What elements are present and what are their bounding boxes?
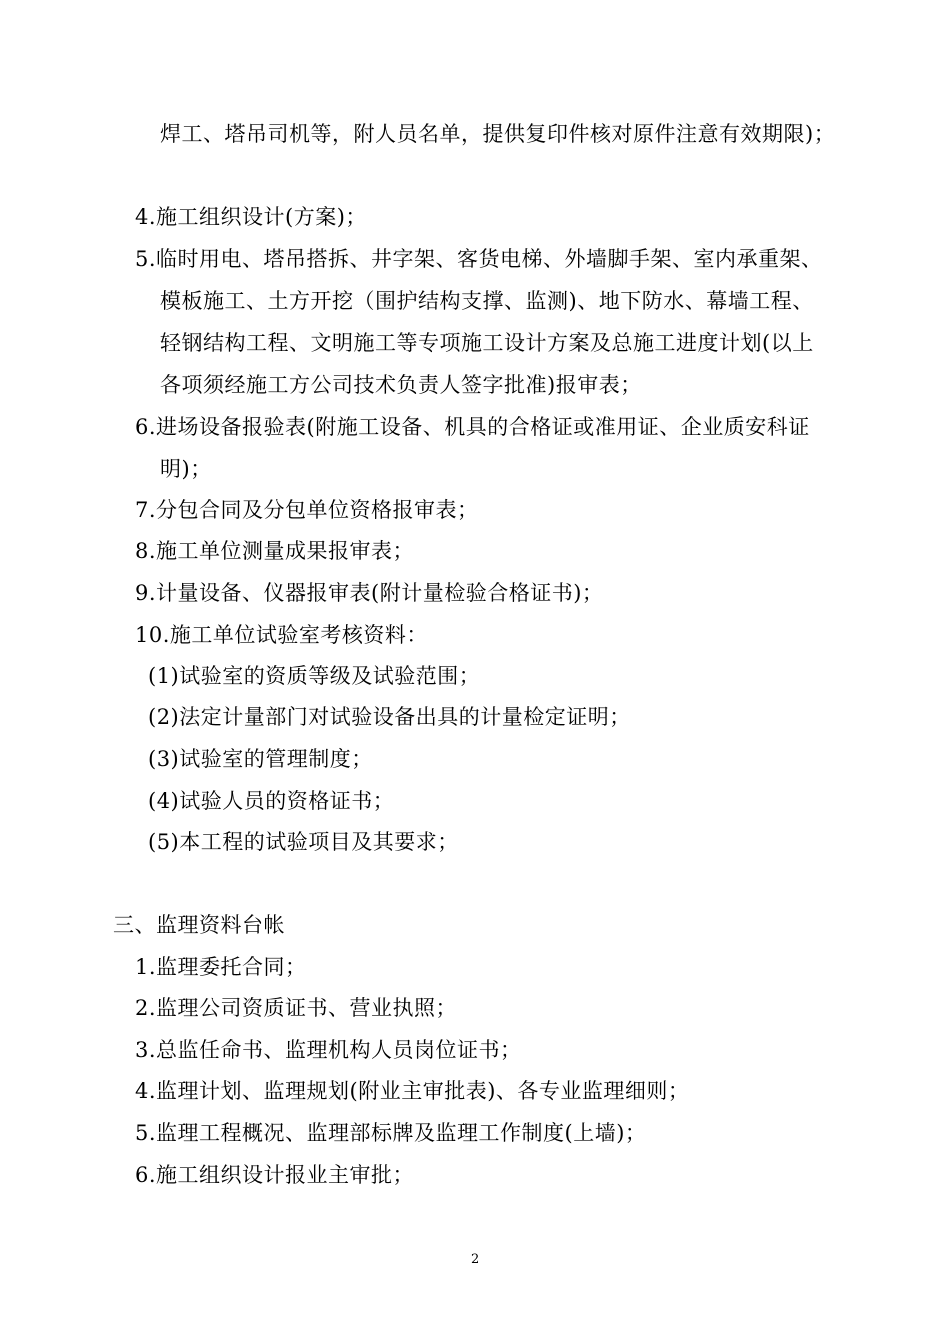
list-item: 9.计量设备、仪器报审表(附计量检验合格证书)； [135, 581, 604, 605]
continuation-line: 焊工、塔吊司机等，附人员名单，提供复印件核对原件注意有效期限)； [160, 122, 836, 146]
list-item-continuation: 明)； [160, 457, 212, 481]
list-item: 4.监理计划、监理规划(附业主审批表)、各专业监理细则； [135, 1079, 690, 1103]
sub-list-item: (4)试验人员的资格证书； [148, 789, 395, 813]
list-item: 8.施工单位测量成果报审表； [135, 539, 415, 563]
list-item: 5.临时用电、塔吊搭拆、井字架、客货电梯、外墙脚手架、室内承重架、 [135, 247, 823, 271]
list-item: 6.施工组织设计报业主审批； [135, 1163, 415, 1187]
list-item-continuation: 模板施工、土方开挖（围护结构支撑、监测)、地下防水、幕墙工程、 [160, 289, 814, 313]
page-number: 2 [471, 1252, 480, 1267]
list-item-continuation: 轻钢结构工程、文明施工等专项施工设计方案及总施工进度计划(以上 [160, 331, 814, 355]
list-item: 4.施工组织设计(方案)； [135, 205, 367, 229]
list-item-continuation: 各项须经施工方公司技术负责人签字批准)报审表； [160, 373, 642, 397]
list-item: 6.进场设备报验表(附施工设备、机具的合格证或准用证、企业质安科证 [135, 415, 810, 439]
sub-list-item: (2)法定计量部门对试验设备出具的计量检定证明； [148, 705, 631, 729]
list-item: 7.分包合同及分包单位资格报审表； [135, 498, 479, 522]
list-item: 5.监理工程概况、监理部标牌及监理工作制度(上墙)； [135, 1121, 647, 1145]
list-item: 1.监理委托合同； [135, 955, 307, 979]
section-heading: 三、监理资料台帐 [113, 913, 285, 937]
list-item: 10.施工单位试验室考核资料： [135, 623, 428, 647]
sub-list-item: (1)试验室的资质等级及试验范围； [148, 664, 481, 688]
sub-list-item: (3)试验室的管理制度； [148, 747, 373, 771]
list-item: 2.监理公司资质证书、营业执照； [135, 996, 458, 1020]
sub-list-item: (5)本工程的试验项目及其要求； [148, 830, 459, 854]
list-item: 3.总监任命书、监理机构人员岗位证书； [135, 1038, 522, 1062]
